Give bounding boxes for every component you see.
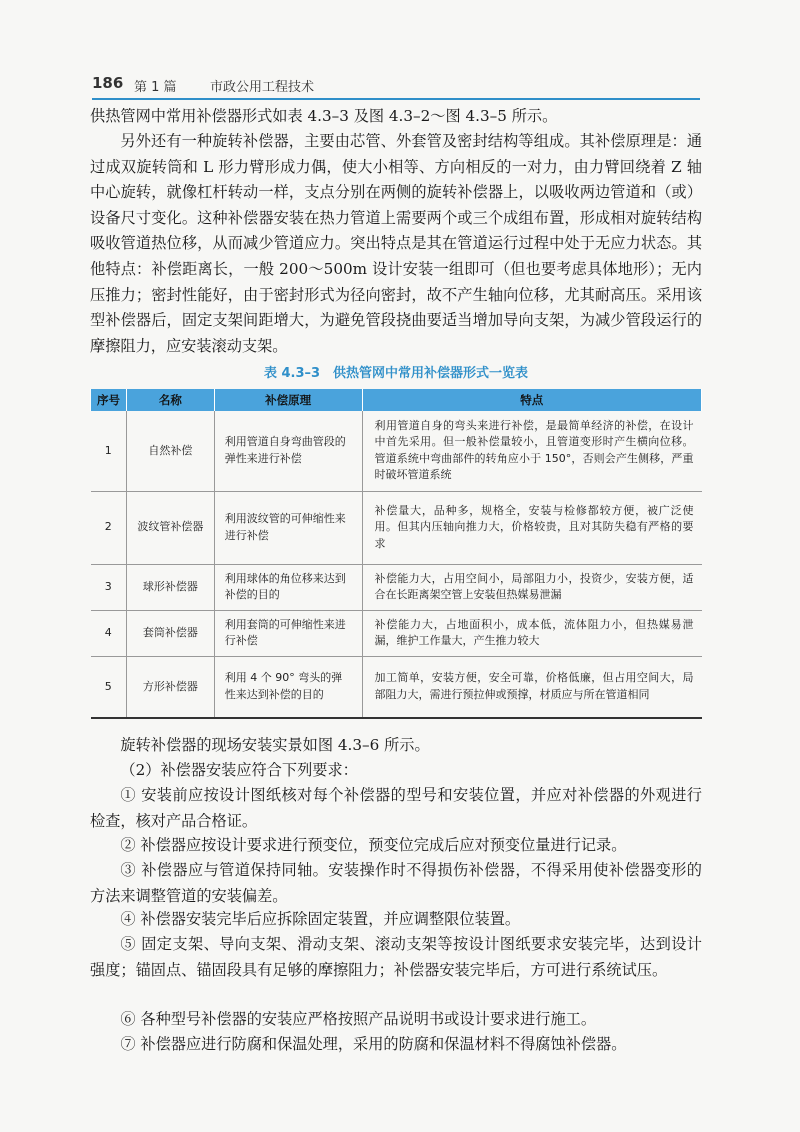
row-name: 方形补偿器 [126,656,214,718]
page-number: 186 [92,74,124,92]
requirement-item-4: ④ 补偿器安装完毕后应拆除固定装置，并应调整限位装置。 [120,910,521,928]
table-row [91,411,702,491]
requirement-item-5: ⑤ 固定支架、导向支架、滑动支架、滚动支架等按设计图纸要求安装完毕，达到设计强度；锚固点、锚固段具有足够的摩擦阻力；补偿器安装完毕后，方可进行系统试压。 [90,935,702,979]
requirement-item-1: ① 安装前应按设计图纸核对每个补偿器的型号和安装位置，并应对补偿器的外观进行检查，核对产品合格证。 [90,786,702,830]
row-principle: 利用套筒的可伸缩性来进行补偿 [214,610,362,656]
row-features: 补偿量大，品种多，规格全，安装与检修都较方便，被广泛使用。但其内压轴向推力大，价格较贵，且对其防失稳有严格的要求 [362,491,701,564]
row-features: 利用管道自身的弯头来进行补偿，是最简单经济的补偿，在设计中首先采用。但一般补偿量较小，且管道变形时产生横向位移。管道系统中弯曲部件的转角应小于 150°，否则会产生侧移，严重时破坏管道系统 [362,411,701,491]
row-name: 球形补偿器 [126,564,214,610]
table-row [91,610,702,656]
header-name: 名称 [126,389,214,411]
requirement-item-7: ⑦ 补偿器应进行防腐和保温处理，采用的防腐和保温材料不得腐蚀补偿器。 [120,1035,627,1053]
page-header [92,72,700,100]
row-features: 补偿能力大，占用空间小，局部阻力小，投资少，安装方便，适合在长距离架空管上安装但热媒易泄漏 [362,564,701,610]
row-principle: 利用波纹管的可伸缩性来进行补偿 [214,491,362,564]
row-principle: 利用球体的角位移来达到补偿的目的 [214,564,362,610]
table-caption: 表 4.3–3 供热管网中常用补偿器形式一览表 [263,366,529,381]
body-paragraph-requirements: （2）补偿器安装应符合下列要求： [120,761,358,779]
compensator-table [90,389,702,719]
header-features: 特点 [362,389,701,411]
requirement-item-3: ③ 补偿器应与管道保持同轴。安装操作时不得损伤补偿器，不得采用使补偿器变形的方法来调整管道的安装偏差。 [90,861,702,905]
row-no: 3 [91,564,127,610]
row-principle: 利用管道自身弯曲管段的弹性来进行补偿 [214,411,362,491]
header-principle: 补偿原理 [214,389,362,411]
body-paragraph-figure-ref: 旋转补偿器的现场安装实景如图 4.3–6 所示。 [120,736,430,754]
requirement-item-2: ② 补偿器应按设计要求进行预变位，预变位完成后应对预变位量进行记录。 [120,836,627,854]
row-features: 加工简单，安装方便，安全可靠，价格低廉，但占用空间大，局部阻力大，需进行预拉伸或预撑，材质应与所在管道相同 [362,656,701,718]
row-name: 波纹管补偿器 [126,491,214,564]
part-label: 第 1 篇 [134,80,177,95]
row-no: 2 [91,491,127,564]
header-no: 序号 [91,389,127,411]
table-row [91,656,702,718]
row-principle: 利用 4 个 90° 弯头的弹性来达到补偿的目的 [214,656,362,718]
row-features: 补偿能力大，占地面积小，成本低，流体阻力小，但热媒易泄漏，维护工作量大，产生推力较大 [362,610,701,656]
intro-paragraph-1: 供热管网中常用补偿器形式如表 4.3–3 及图 4.3–2～图 4.3–5 所示。 [90,107,558,125]
intro-paragraph-2: 另外还有一种旋转补偿器，主要由芯管、外套管及密封结构等组成。其补偿原理是：通过成双旋转筒和 L 形力臂形成力偶，使大小相等、方向相反的一对力，由力臂回绕着 Z 轴中心旋转，就像杠杆转动一样，支点分别在两侧的旋转补偿器上，以吸收两边管道和（或）设备尺寸变化。这种补偿器安装在热力管道上需要两个或三个成组布置，形成相对旋转结构吸收管道热位移，从而减少管道应力。突出特点是其在管道运行过程中处于无应力状态。其他特点：补偿距离长，一般 200～500m 设计安装一组即可（但也要考虑具体地形）；无内压推力；密封性能好，由于密封形式为径向密封，故不产生轴向位移，尤其耐高压。采用该型补偿器后，固定支架间距增大，为避免管段挠曲要适当增加导向支架，为减少管段运行的摩擦阻力，应安装滚动支架。 [90,132,702,355]
row-name: 自然补偿 [126,411,214,491]
row-no: 1 [91,411,127,491]
table-header-row [91,389,702,411]
table-row [91,564,702,610]
row-no: 4 [91,610,127,656]
requirement-item-6: ⑥ 各种型号补偿器的安装应严格按照产品说明书或设计要求进行施工。 [120,1010,597,1028]
table-row [91,491,702,564]
row-no: 5 [91,656,127,718]
row-name: 套筒补偿器 [126,610,214,656]
part-title: 市政公用工程技术 [210,80,315,95]
